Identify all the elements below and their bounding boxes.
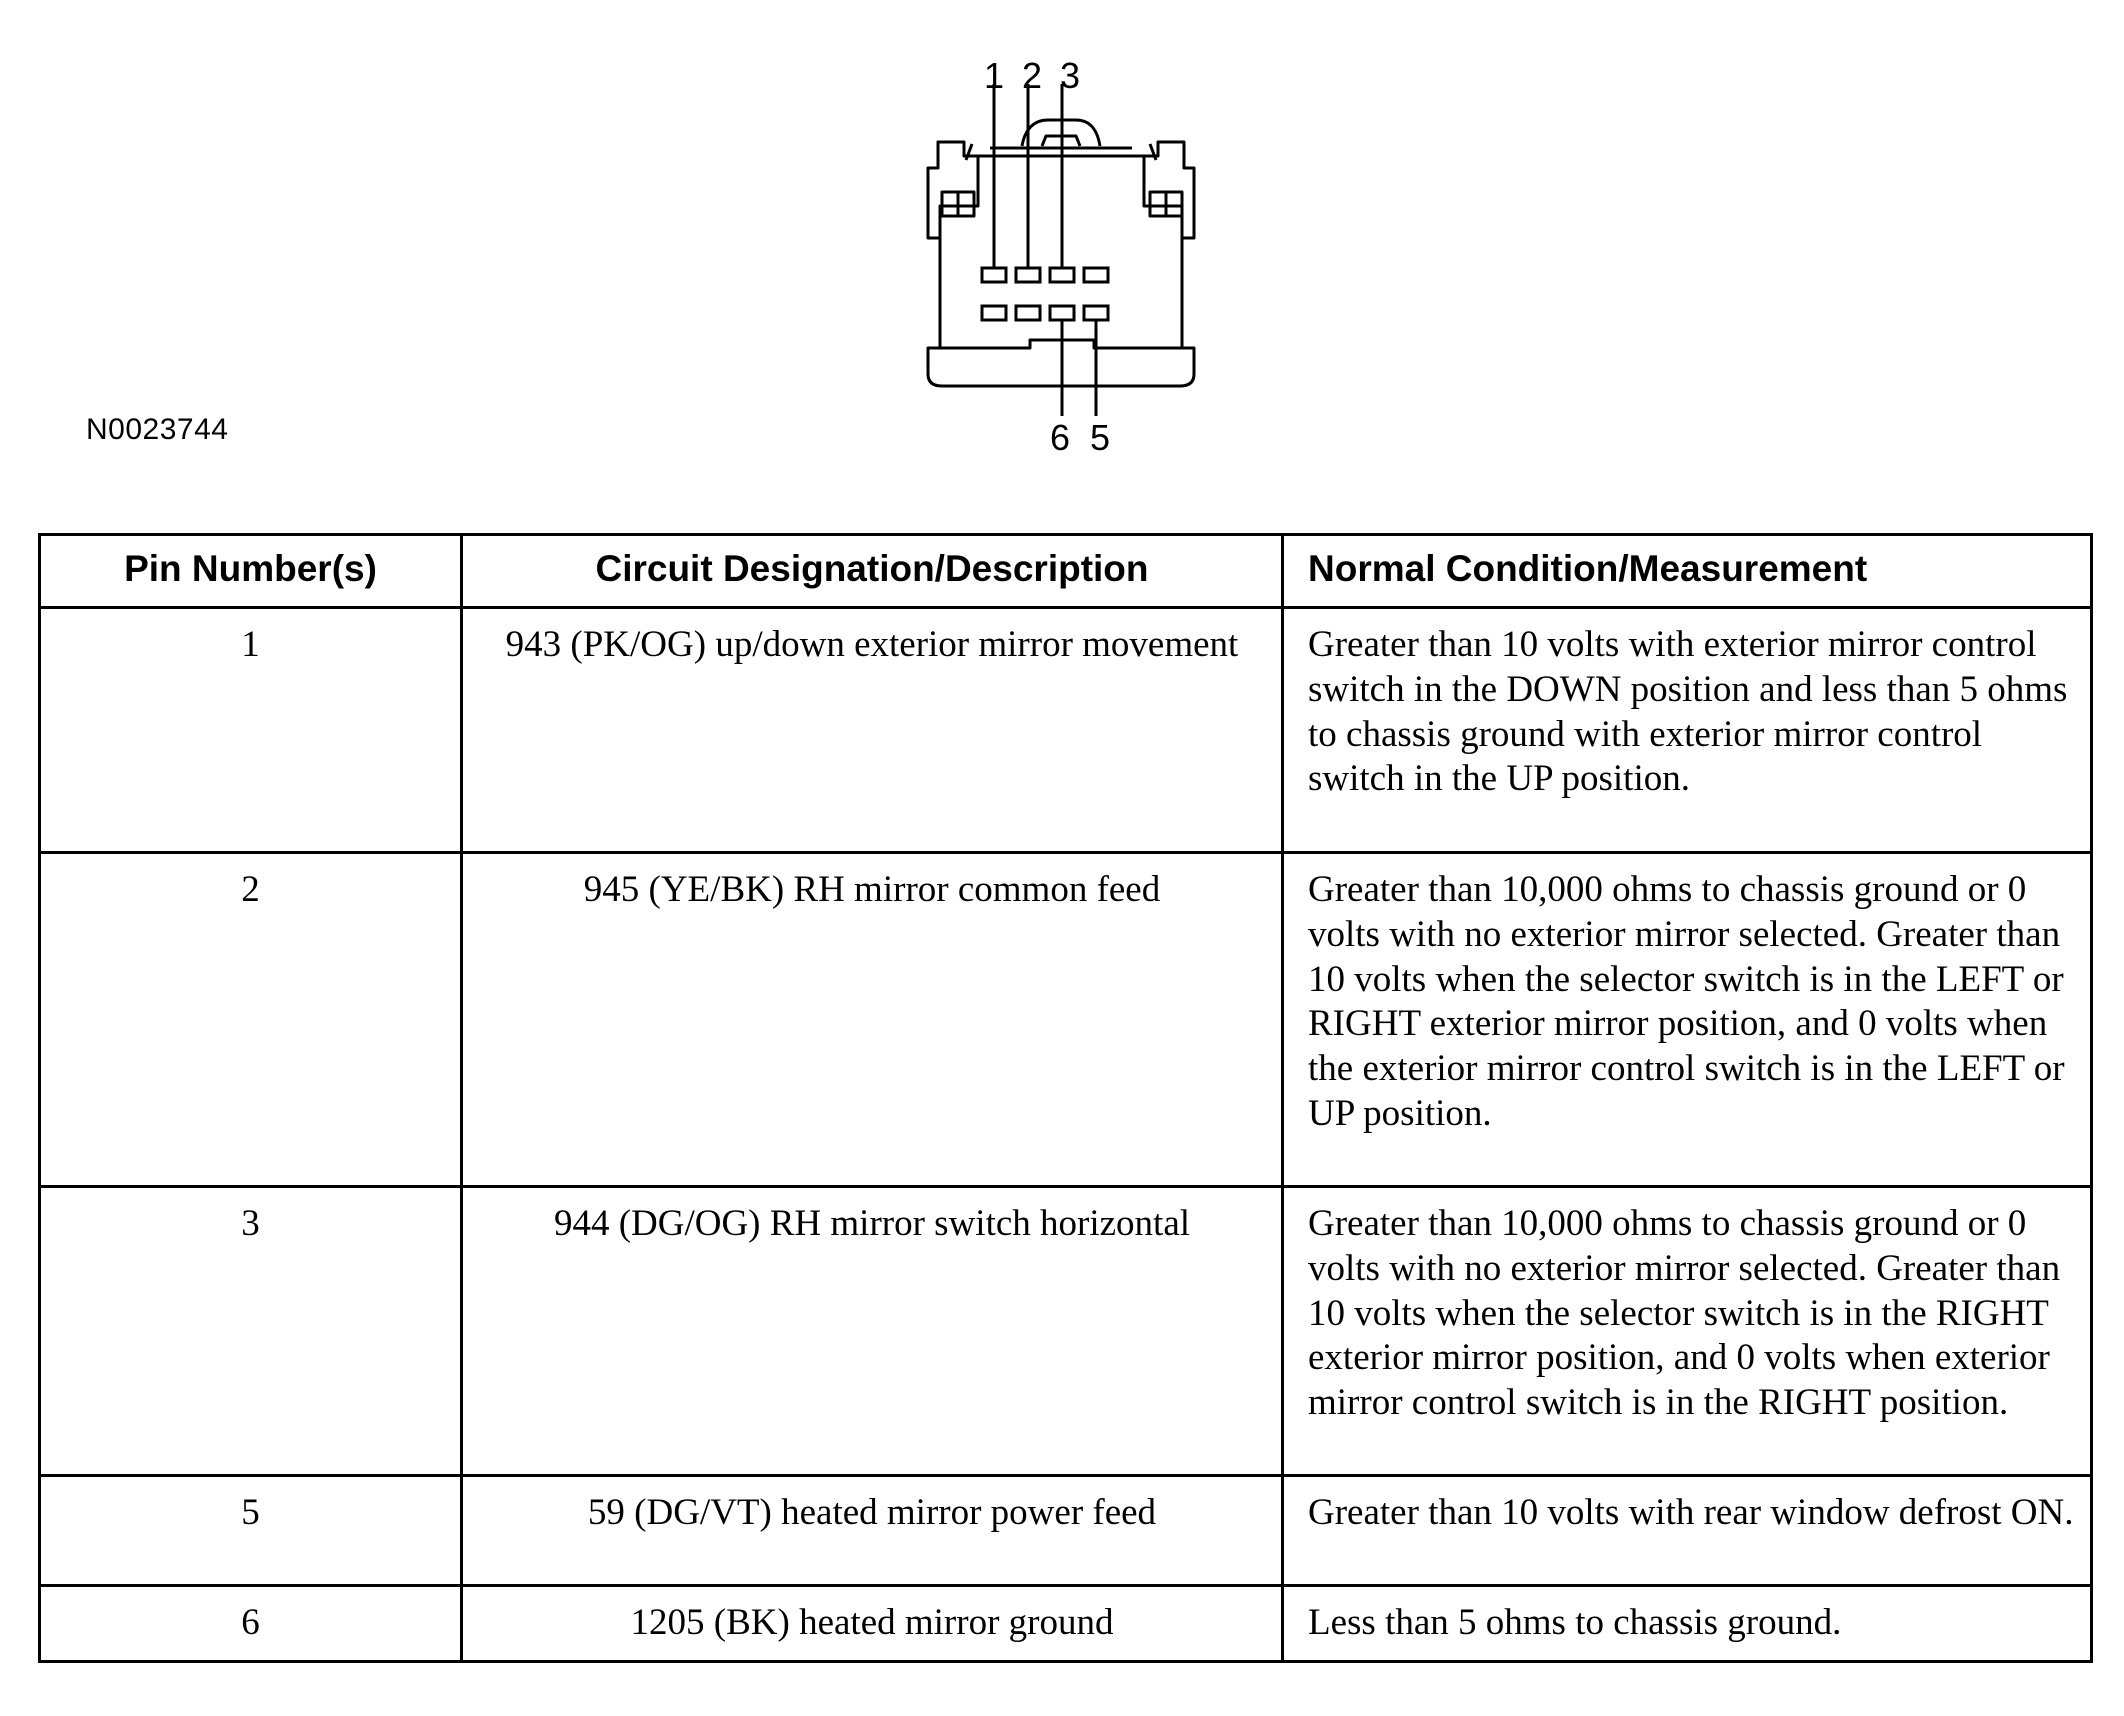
- pin-number-cell: 5: [40, 1476, 462, 1586]
- pinout-table: [38, 533, 2093, 1663]
- circuit-cell: 945 (YE/BK) RH mirror common feed: [462, 853, 1283, 1187]
- table-row: [40, 1187, 2092, 1476]
- header-normal-condition: Normal Condition/Measurement: [1283, 535, 2092, 608]
- pin-number-cell: 6: [40, 1586, 462, 1662]
- cavity-1: [982, 268, 1006, 282]
- pin-label-5: 5: [1089, 417, 1111, 456]
- condition-cell: Less than 5 ohms to chassis ground.: [1283, 1586, 2092, 1662]
- pin-label-3: 3: [1059, 56, 1081, 96]
- cavity-7: [1016, 306, 1040, 320]
- header-circuit-description: Circuit Designation/Description: [462, 535, 1283, 608]
- table-row: [40, 608, 2092, 853]
- pin-label-2: 2: [1021, 56, 1043, 96]
- table-row: [40, 853, 2092, 1187]
- pin-number-cell: 3: [40, 1187, 462, 1476]
- cavity-4: [1084, 268, 1108, 282]
- pin-label-1: 1: [983, 56, 1005, 96]
- cavity-3: [1050, 268, 1074, 282]
- condition-cell: Greater than 10 volts with rear window defrost ON.: [1283, 1476, 2092, 1586]
- condition-cell: Greater than 10 volts with exterior mirror control switch in the DOWN position and less than 5 ohms to chassis ground with exterior mirror control switch in the UP position.: [1283, 608, 2092, 853]
- table-row: [40, 1586, 2092, 1662]
- connector-diagram: [880, 56, 1250, 456]
- connector-shoulder-right: [1144, 142, 1194, 238]
- cavity-6: [1050, 306, 1074, 320]
- circuit-cell: 1205 (BK) heated mirror ground: [462, 1586, 1283, 1662]
- condition-cell: Greater than 10,000 ohms to chassis ground or 0 volts with no exterior mirror selected. Greater than 10 volts when the selector switch is in the LEFT or RIGHT exterior mirror position, and 0 volts when the exterior mirror control switch is in the LEFT or UP position.: [1283, 853, 2092, 1187]
- header-pin-number: Pin Number(s): [40, 535, 462, 608]
- connector-shoulder-left: [928, 142, 978, 238]
- table-row: [40, 1476, 2092, 1586]
- circuit-cell: 944 (DG/OG) RH mirror switch horizontal: [462, 1187, 1283, 1476]
- pin-number-cell: 1: [40, 608, 462, 853]
- cavity-2: [1016, 268, 1040, 282]
- cavity-8: [982, 306, 1006, 320]
- table-header-row: [40, 535, 2092, 608]
- condition-cell: Greater than 10,000 ohms to chassis ground or 0 volts with no exterior mirror selected. Greater than 10 volts when the selector switch is in the RIGHT exterior mirror position, and 0 volts when exterior mirror control switch is in the RIGHT position.: [1283, 1187, 2092, 1476]
- pin-number-cell: 2: [40, 853, 462, 1187]
- circuit-cell: 943 (PK/OG) up/down exterior mirror movement: [462, 608, 1283, 853]
- cavity-5: [1084, 306, 1108, 320]
- pin-label-6: 6: [1049, 417, 1071, 456]
- circuit-cell: 59 (DG/VT) heated mirror power feed: [462, 1476, 1283, 1586]
- figure-id: N0023744: [86, 413, 229, 446]
